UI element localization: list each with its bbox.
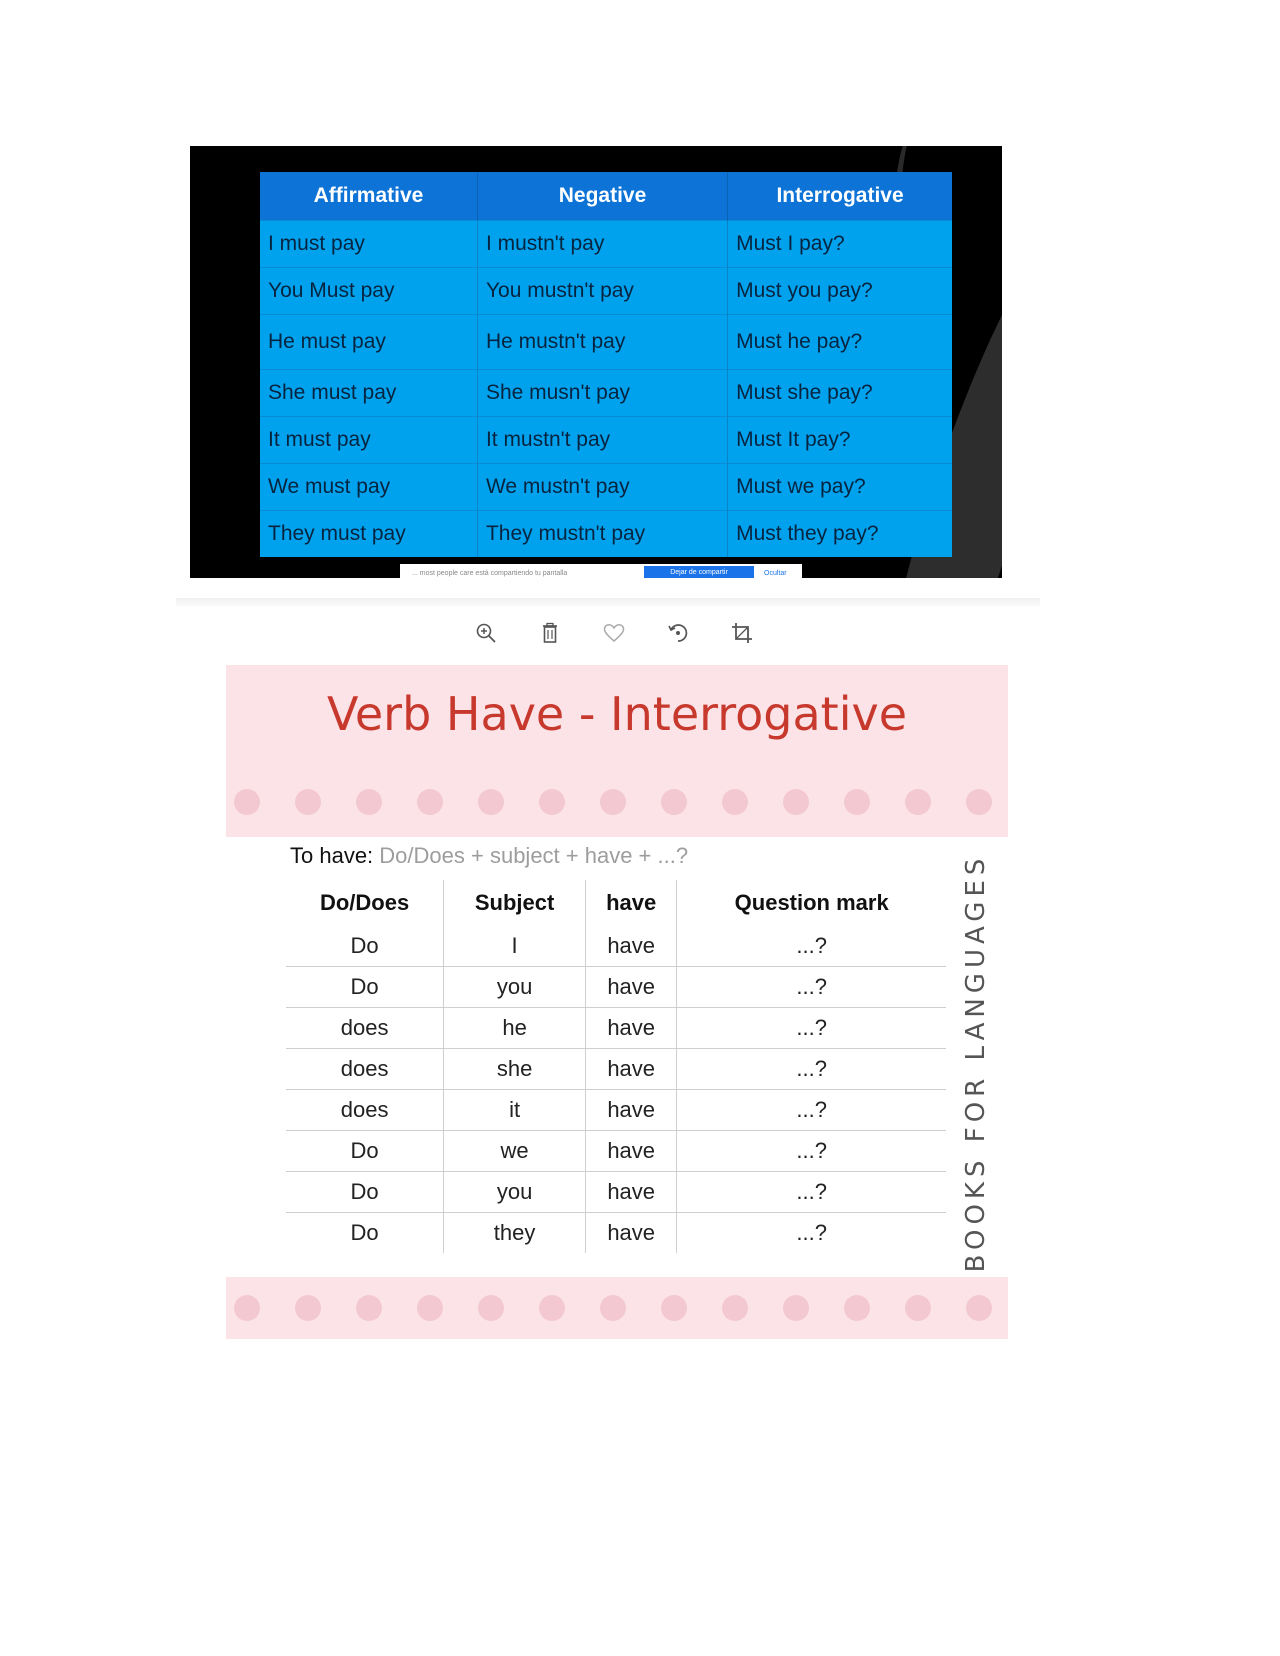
table-row (260, 370, 952, 417)
table-cell: ...? (677, 1172, 946, 1213)
table-row (286, 1049, 946, 1090)
table-cell: They must pay (260, 511, 477, 558)
table-cell: ...? (796, 933, 827, 958)
must-conjugation-table (260, 172, 952, 557)
table-cell: have (585, 1008, 676, 1049)
table-cell: Must we pay? (728, 464, 952, 511)
table-cell: It mustn't pay (477, 417, 727, 464)
table-row (286, 926, 946, 967)
table-cell: ...? (677, 967, 946, 1008)
footer-band (226, 1277, 1008, 1339)
table-header-row (286, 880, 946, 926)
image-toolbar (474, 620, 754, 650)
table-row (260, 221, 952, 268)
table-cell: You mustn't pay (477, 268, 727, 315)
table-cell: ...? (677, 1090, 946, 1131)
table-cell: Must she pay? (728, 370, 952, 417)
banner-text: ... most people care está compartiendo tu pantalla (412, 570, 568, 577)
table-row (286, 1090, 946, 1131)
zoom-in-icon[interactable] (474, 620, 498, 646)
table-cell: ...? (677, 1131, 946, 1172)
table-cell: you (444, 1172, 586, 1213)
table-cell: Do (286, 967, 444, 1008)
table-cell: Do (286, 926, 444, 967)
header-question-mark: Question mark (734, 890, 889, 915)
page-title: Verb Have - Interrogative (326, 687, 907, 741)
brand-vertical-text (958, 853, 994, 1272)
table-cell: have (585, 1090, 676, 1131)
table-cell: have (585, 926, 676, 967)
header-subject: Subject (444, 880, 586, 926)
table-header-row (260, 172, 952, 221)
table-cell: have (585, 967, 676, 1008)
table-cell: They mustn't pay (477, 511, 727, 558)
header-have: have (585, 880, 676, 926)
table-row (260, 464, 952, 511)
table-cell: We mustn't pay (477, 464, 727, 511)
table-cell: Must It pay? (728, 417, 952, 464)
header-interrogative: Interrogative (728, 172, 952, 221)
table-row (260, 315, 952, 370)
table-cell: He mustn't pay (477, 315, 727, 370)
table-cell: I mustn't pay (477, 221, 727, 268)
heart-icon[interactable] (602, 620, 626, 646)
section-divider (176, 598, 1040, 606)
table-cell: does (286, 1049, 444, 1090)
table-row (286, 1172, 946, 1213)
table-cell: we (444, 1131, 586, 1172)
table-cell: ...? (677, 1008, 946, 1049)
header-do-does: Do/Does (286, 880, 444, 926)
table-cell: He must pay (260, 315, 477, 370)
table-cell: She musn't pay (477, 370, 727, 417)
table-cell: he (444, 1008, 586, 1049)
table-cell: You Must pay (260, 268, 477, 315)
table-cell: have (585, 1213, 676, 1254)
trash-icon[interactable] (538, 620, 562, 646)
must-table-screenshot (190, 146, 1002, 578)
table-cell: Do (286, 1172, 444, 1213)
table-cell: We must pay (260, 464, 477, 511)
table-row (260, 511, 952, 558)
table-cell: I must pay (260, 221, 477, 268)
table-cell: it (444, 1090, 586, 1131)
table-cell: she (444, 1049, 586, 1090)
verb-have-page (226, 665, 1008, 1339)
table-cell: She must pay (260, 370, 477, 417)
decorative-dots (226, 1287, 1008, 1327)
table-cell: Must they pay? (728, 511, 952, 558)
crop-icon[interactable] (730, 620, 754, 646)
have-interrogative-table (286, 880, 946, 1253)
table-row (260, 417, 952, 464)
brand-label: BOOKS FOR LANGUAGES (961, 853, 991, 1272)
formula-line (290, 843, 688, 869)
table-cell: have (585, 1049, 676, 1090)
header-negative: Negative (477, 172, 727, 221)
table-cell: have (585, 1131, 676, 1172)
hide-banner-link[interactable]: Ocultar (764, 570, 787, 577)
table-row (286, 1008, 946, 1049)
table-cell: they (444, 1213, 586, 1254)
table-cell: ...? (677, 1049, 946, 1090)
table-cell: I (444, 926, 586, 967)
formula-text: Do/Does + subject + have + ...? (379, 843, 689, 868)
header-affirmative: Affirmative (260, 172, 477, 221)
table-cell: Must he pay? (728, 315, 952, 370)
table-cell: Do (286, 1131, 444, 1172)
table-cell: have (585, 1172, 676, 1213)
table-row (286, 967, 946, 1008)
table-cell: does (286, 1090, 444, 1131)
table-row (260, 268, 952, 315)
table-row (286, 1131, 946, 1172)
stop-sharing-button[interactable]: Dejar de compartir (644, 566, 754, 578)
formula-label: To have: (290, 843, 374, 868)
screen-share-banner (400, 564, 802, 578)
decorative-dots (226, 781, 1008, 821)
table-cell: you (444, 967, 586, 1008)
title-band (226, 665, 1008, 837)
table-cell: It must pay (260, 417, 477, 464)
table-cell: does (286, 1008, 444, 1049)
table-cell: Do (286, 1213, 444, 1254)
table-cell: Must you pay? (728, 268, 952, 315)
rotate-icon[interactable] (666, 620, 690, 646)
table-cell: ...? (677, 1213, 946, 1254)
table-cell: Must I pay? (728, 221, 952, 268)
table-row (286, 1213, 946, 1254)
